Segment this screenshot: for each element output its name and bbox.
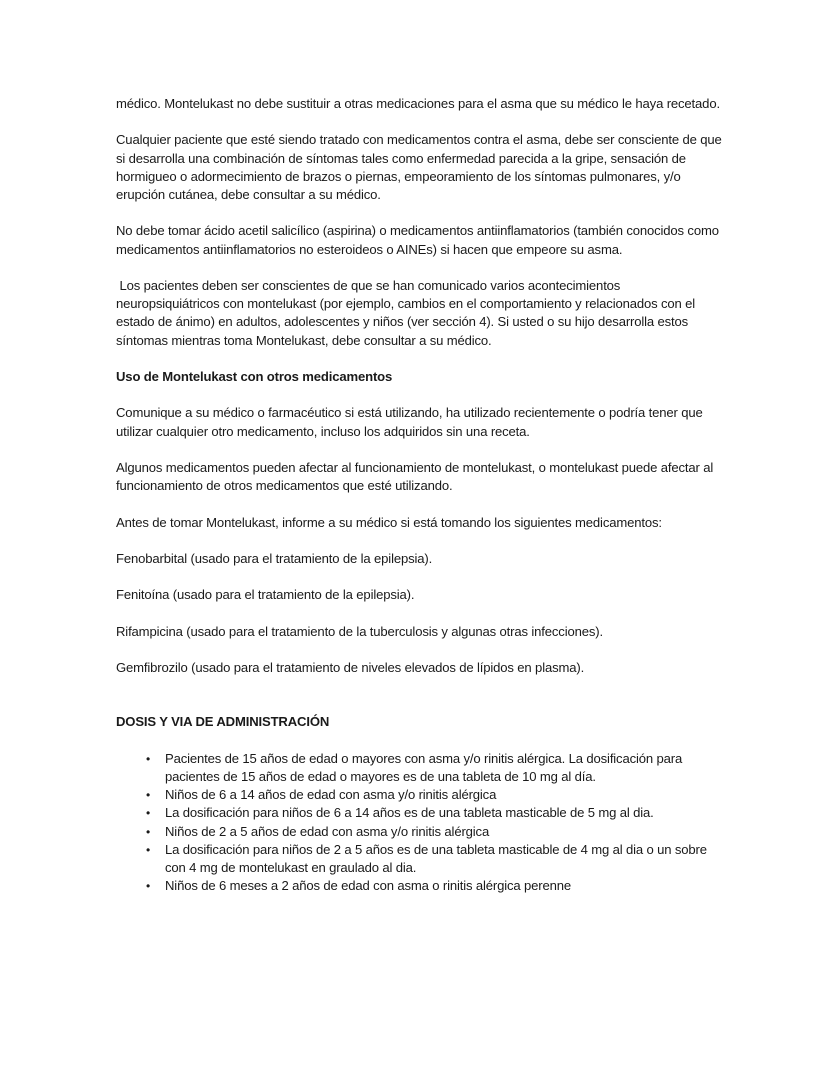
paragraph-aspirin-warning: No debe tomar ácido acetil salicílico (aspirina) o medicamentos antiinflamatorios (también conocidos como medicamentos antiinflamatorios no esteroideos o AINEs) si hacen que empeore su asma. bbox=[116, 223, 719, 257]
paragraph-medication-effects: Algunos medicamentos pueden afectar al funcionamiento de montelukast, o montelukast puede afectar al funcionamiento de otros medicamentos que esté utilizando. bbox=[116, 459, 714, 494]
list-item bbox=[146, 823, 726, 841]
list-item-text: Niños de 6 meses a 2 años de edad con asma o rinitis alérgica perenne bbox=[165, 878, 571, 894]
bullet-icon: • bbox=[146, 879, 151, 894]
list-item-text: La dosificación para niños de 6 a 14 años es de una tableta masticable de 5 mg al dia. bbox=[165, 805, 654, 821]
bullet-icon: • bbox=[146, 788, 151, 803]
list-item-text: Pacientes de 15 años de edad o mayores con asma y/o rinitis alérgica. La dosificación para pacientes de 15 años de edad o mayores es de una tableta de 10 mg al día. bbox=[165, 750, 683, 784]
paragraph-fenitoina: Fenitoína (usado para el tratamiento de la epilepsia). bbox=[116, 587, 415, 603]
heading-dosage: DOSIS Y VIA DE ADMINISTRACIÓN bbox=[116, 714, 330, 730]
paragraph-inform-doctor: Comunique a su médico o farmacéutico si está utilizando, ha utilizado recientemente o podría tener que utilizar cualquier otro medicamento, incluso los adquiridos sin una receta. bbox=[116, 405, 703, 439]
paragraph-symptom-warning: Cualquier paciente que esté siendo tratado con medicamentos contra el asma, debe ser consciente de que si desarrolla una combinación de síntomas tales como enfermedad parecida a la gripe, sensación de hormigueo o adormecimiento de brazos o piernas, empeoramiento de los síntomas pulmonares, y/o erupción cutánea, debe consultar a su médico. bbox=[116, 132, 722, 202]
list-item-text: La dosificación para niños de 2 a 5 años es de una tableta masticable de 4 mg al dia o un sobre con 4 mg de montelukast en graulado al dia. bbox=[165, 841, 707, 875]
bullet-icon: • bbox=[146, 806, 151, 821]
list-item-text: Niños de 2 a 5 años de edad con asma y/o rinitis alérgica bbox=[165, 823, 490, 839]
list-item bbox=[146, 877, 726, 895]
paragraph-neuropsychiatric-warning: Los pacientes deben ser conscientes de que se han comunicado varios acontecimientos neuropsiquiátricos con montelukast (por ejemplo, cambios en el comportamiento y relacionados con el estado de ánimo) en adultos, adolescentes y niños (ver sección 4). Si usted o su hijo desarrolla estos síntomas mientras toma Montelukast, debe consultar a su médico. bbox=[116, 277, 699, 348]
paragraph-gemfibrozilo: Gemfibrozilo (usado para el tratamiento de niveles elevados de lípidos en plasma). bbox=[116, 660, 585, 676]
bullet-icon: • bbox=[146, 751, 151, 766]
list-item bbox=[146, 750, 726, 786]
paragraph-before-taking: Antes de tomar Montelukast, informe a su médico si está tomando los siguientes medicamentos: bbox=[116, 514, 662, 530]
document-page bbox=[116, 95, 726, 895]
dosage-list bbox=[116, 750, 726, 896]
list-item bbox=[146, 841, 726, 877]
list-item-text: Niños de 6 a 14 años de edad con asma y/o rinitis alérgica bbox=[165, 787, 497, 803]
list-item bbox=[146, 804, 726, 822]
bullet-icon: • bbox=[146, 842, 151, 857]
paragraph-fenobarbital: Fenobarbital (usado para el tratamiento de la epilepsia). bbox=[116, 550, 433, 566]
heading-interactions: Uso de Montelukast con otros medicamentos bbox=[116, 368, 393, 384]
paragraph-rifampicina: Rifampicina (usado para el tratamiento de la tuberculosis y algunas otras infecciones). bbox=[116, 623, 603, 639]
paragraph-medication-substitution: médico. Montelukast no debe sustituir a otras medicaciones para el asma que su médico le haya recetado. bbox=[116, 96, 720, 111]
bullet-icon: • bbox=[146, 824, 151, 839]
list-item bbox=[146, 786, 726, 804]
